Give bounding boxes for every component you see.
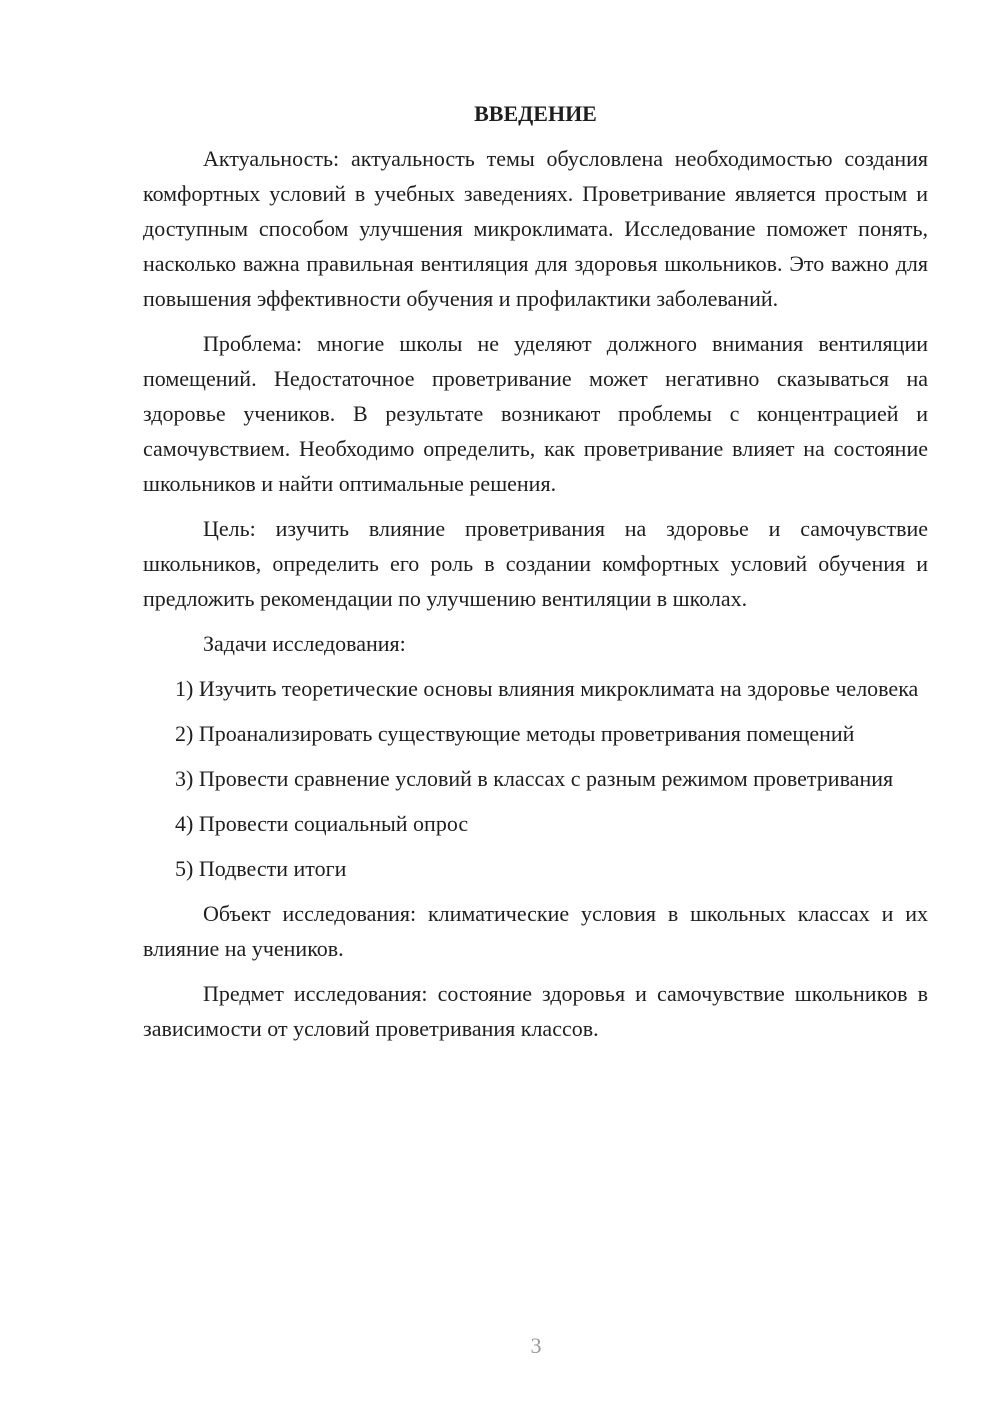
research-object-paragraph: Объект исследования: климатические условия в школьных классах и их влияние на учеников. — [143, 901, 928, 961]
problem-paragraph: Проблема: многие школы не уделяют должного внимания вентиляции помещений. Недостаточное проветривание может негативно сказываться на здоровье учеников. В результате возникают проблемы с концентрацией и самочувствием. Необходимо определить, как проветривание влияет на состояние школьников и найти оптимальные решения. — [143, 331, 928, 496]
research-subject-paragraph: Предмет исследования: состояние здоровья и самочувствие школьников в зависимости от условий проветривания классов. — [143, 981, 928, 1041]
tasks-title: Задачи исследования: — [203, 631, 406, 656]
section-heading: ВВЕДЕНИЕ — [474, 101, 597, 126]
page-number: 3 — [530, 1333, 542, 1358]
relevance-paragraph: Актуальность: актуальность темы обусловлена необходимостью создания комфортных условий в учебных заведениях. Проветривание является простым и доступным способом улучшения микроклимата. Исследование поможет понять, насколько важна правильная вентиляция для здоровья школьников. Это важно для повышения эффективности обучения и профилактики заболеваний. — [143, 146, 928, 311]
task-item: 3) Провести сравнение условий в классах с разным режимом проветривания — [175, 766, 894, 791]
task-item: 2) Проанализировать существующие методы проветривания помещений — [175, 721, 855, 746]
task-item: 4) Провести социальный опрос — [175, 811, 469, 836]
task-item: 1) Изучить теоретические основы влияния микроклимата на здоровье человека — [175, 676, 919, 701]
page-content — [143, 96, 928, 1056]
task-item: 5) Подвести итоги — [175, 856, 347, 881]
goal-paragraph: Цель: изучить влияние проветривания на здоровье и самочувствие школьников, определить его роль в создании комфортных условий обучения и предложить рекомендации по улучшению вентиляции в школах. — [143, 516, 928, 611]
